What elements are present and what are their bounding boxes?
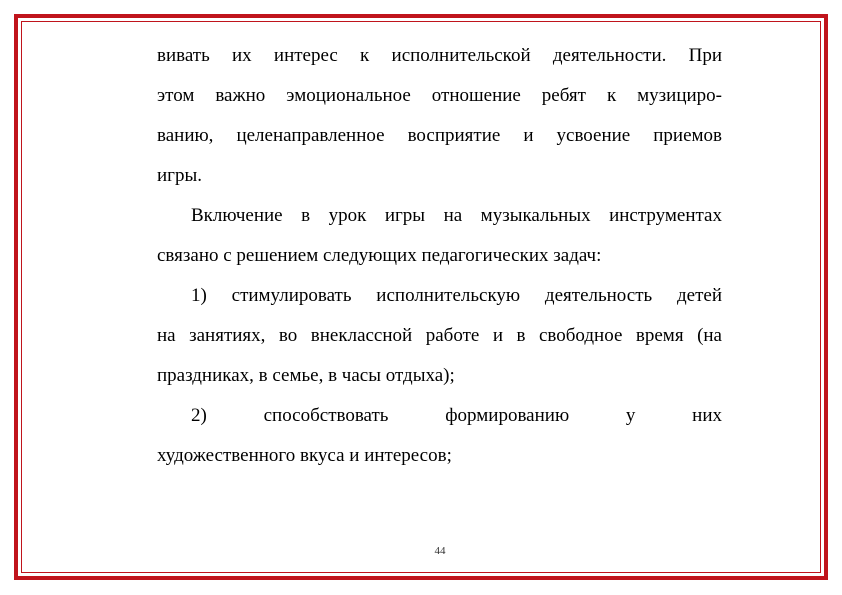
text-line: связано с решением следующих педагогических задач: bbox=[157, 245, 602, 266]
text-line: 1) стимулировать исполнительскую деятельность детей bbox=[191, 285, 722, 306]
text-line: Включение в урок игры на музыкальных инструментах bbox=[191, 205, 722, 226]
text-line: этом важно эмоциональное отношение ребят к музициро- bbox=[157, 85, 722, 106]
text-line: на занятиях, во внеклассной работе и в свободное время (на bbox=[157, 325, 722, 346]
text-line: ванию, целенаправленное восприятие и усвоение приемов bbox=[157, 125, 722, 146]
text-line: праздниках, в семье, в часы отдыха); bbox=[157, 365, 455, 386]
text-line: художественного вкуса и интересов; bbox=[157, 445, 452, 466]
body-text bbox=[157, 44, 722, 484]
text-line: 2) способствовать формированию у них bbox=[191, 405, 722, 426]
text-line: игры. bbox=[157, 165, 202, 186]
page-number: 44 bbox=[434, 545, 446, 557]
text-line: вивать их интерес к исполнительской деятельности. При bbox=[157, 45, 722, 66]
